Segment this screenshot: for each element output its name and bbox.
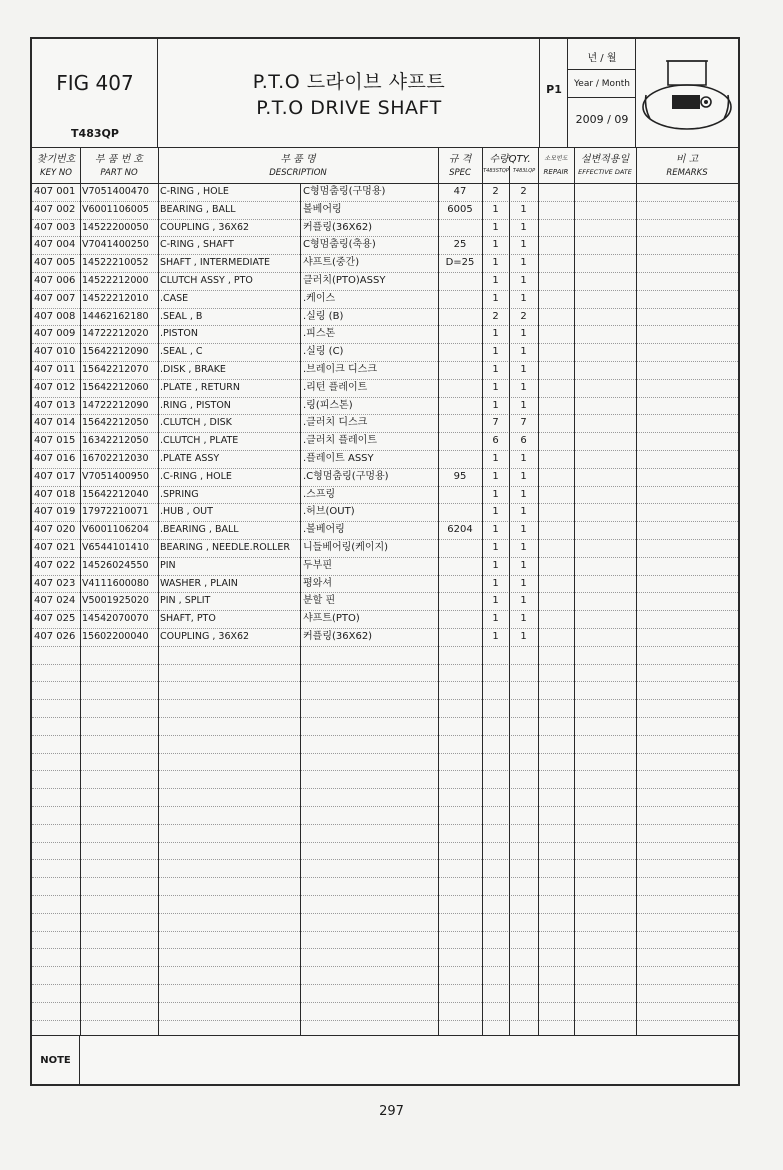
col-key-en: KEY NO [40, 168, 72, 178]
cell-q2: 1 [520, 453, 527, 464]
divider [568, 69, 636, 70]
table-row [32, 414, 738, 432]
cell-part: V7051400470 [82, 186, 149, 197]
cell-desc-ko: .스프링 [303, 488, 336, 500]
table-row [32, 432, 738, 450]
cell-key: 407 018 [34, 488, 76, 500]
cell-desc-ko: .클러치 플레이트 [303, 435, 377, 447]
cell-q2: 1 [520, 542, 527, 553]
cell-desc-en: .RING , PISTON [160, 399, 231, 411]
cell-desc-ko: .브레이크 디스크 [303, 364, 377, 375]
fig-cell [32, 39, 158, 147]
cell-key: 407 023 [34, 577, 76, 589]
cell-q2: 1 [520, 470, 527, 482]
cell-key: 407 011 [34, 364, 76, 375]
row-divider [32, 646, 738, 647]
cell-q1: 1 [492, 613, 499, 625]
cell-key: 407 008 [34, 310, 76, 322]
cell-desc-en: BEARING , NEEDLE.ROLLER [160, 542, 290, 553]
cell-key: 407 009 [34, 328, 76, 340]
cell-part: V6001106005 [82, 203, 149, 215]
cell-q2: 1 [520, 595, 527, 607]
cell-q1: 1 [492, 381, 499, 393]
year-month-cell [568, 39, 636, 147]
cell-desc-ko: 커플링(36X62) [303, 221, 373, 233]
cell-desc-ko: .클러치 디스크 [303, 417, 368, 429]
cell-key: 407 003 [34, 221, 76, 233]
cell-q2: 1 [520, 257, 527, 269]
row-divider [32, 984, 738, 985]
cell-q2: 1 [520, 275, 527, 286]
cell-part: 14462162180 [82, 310, 149, 322]
cell-desc-ko: 샤프트(PTO) [303, 613, 360, 625]
cell-desc-ko: 커플링(36X62) [303, 631, 373, 642]
cell-q1: 1 [492, 399, 499, 411]
cell-key: 407 015 [34, 435, 76, 447]
cell-desc-en: CLUTCH ASSY , PTO [160, 275, 253, 286]
cell-desc-ko: .실링 (C) [303, 346, 344, 358]
cell-key: 407 019 [34, 506, 76, 518]
cell-q1: 7 [492, 417, 499, 429]
table-row [32, 236, 738, 254]
cell-q1: 1 [492, 559, 499, 571]
col-qty-sub2: T483LQP [512, 168, 536, 174]
table-row [32, 397, 738, 415]
sheet-header [32, 39, 738, 148]
cell-part: V7051400950 [82, 470, 149, 482]
cell-part: V5001925020 [82, 595, 149, 607]
column-header-row [32, 147, 738, 184]
cell-key: 407 004 [34, 239, 76, 251]
cell-q2: 1 [520, 631, 527, 642]
table-row [32, 486, 738, 504]
row-divider [32, 699, 738, 700]
cell-desc-en: C-RING , SHAFT [160, 239, 234, 251]
cell-part: 15642212060 [82, 381, 149, 393]
cell-desc-ko: C형멈춤링(축용) [303, 239, 376, 251]
cell-key: 407 010 [34, 346, 76, 358]
row-divider [32, 788, 738, 789]
row-divider [32, 806, 738, 807]
row-divider [32, 913, 738, 914]
cell-spec: 6005 [447, 203, 473, 215]
cell-q1: 1 [492, 292, 499, 304]
cell-part: 17972210071 [82, 506, 149, 518]
cell-key: 407 007 [34, 292, 76, 304]
cell-q1: 1 [492, 346, 499, 358]
cell-desc-ko: 두부핀 [303, 559, 332, 571]
table-row [32, 503, 738, 521]
cell-desc-en: .SEAL , B [160, 310, 203, 322]
col-desc-en: DESCRIPTION [269, 168, 327, 178]
tractor-icon [636, 39, 738, 147]
cell-q1: 1 [492, 239, 499, 251]
table-row [32, 290, 738, 308]
cell-key: 407 024 [34, 595, 76, 607]
table-row [32, 521, 738, 539]
cell-q2: 6 [520, 435, 527, 447]
cell-q1: 1 [492, 631, 499, 642]
col-key-ko: 찾기번호 [36, 154, 76, 165]
table-row [32, 592, 738, 610]
col-repair-ko: 소모빈도 [544, 155, 568, 162]
cell-q1: 2 [492, 186, 499, 197]
col-desc-ko: 부 품 명 [280, 154, 316, 165]
cell-desc-ko: 평와셔 [303, 577, 332, 589]
cell-desc-en: COUPLING , 36X62 [160, 631, 250, 642]
cell-key: 407 012 [34, 381, 76, 393]
cell-q2: 1 [520, 381, 527, 393]
cell-part: 16702212030 [82, 453, 149, 464]
col-part-ko: 부 품 번 호 [94, 154, 144, 165]
col-description [158, 147, 438, 183]
cell-q2: 1 [520, 221, 527, 233]
page-code-cell [540, 39, 568, 147]
cell-desc-en: PIN , SPLIT [160, 595, 211, 607]
cell-spec: 25 [453, 239, 467, 251]
cell-desc-ko: 볼베어링 [303, 203, 342, 215]
table-row [32, 379, 738, 397]
cell-desc-ko: 니들베어링(케이지) [303, 542, 389, 553]
title-english: P.T.O DRIVE SHAFT [256, 97, 442, 119]
year-month-korean: 년 / 월 [587, 53, 617, 64]
cell-q1: 1 [492, 595, 499, 607]
cell-desc-ko: .허브(OUT) [303, 506, 355, 518]
table-row [32, 183, 738, 201]
cell-q2: 1 [520, 577, 527, 589]
cell-desc-ko: .리턴 플레이트 [303, 381, 368, 393]
cell-q2: 7 [520, 417, 527, 429]
cell-q1: 1 [492, 364, 499, 375]
cell-q1: 1 [492, 470, 499, 482]
cell-q2: 1 [520, 346, 527, 358]
cell-part: 16342212050 [82, 435, 149, 447]
note-label: NOTE [32, 1036, 80, 1085]
table-row [32, 539, 738, 557]
cell-key: 407 017 [34, 470, 76, 482]
cell-q2: 2 [520, 186, 527, 197]
cell-desc-en: .DISK , BRAKE [160, 364, 226, 375]
cell-part: 14526024550 [82, 559, 149, 571]
col-repair-en: REPAIR [543, 168, 569, 176]
cell-q1: 1 [492, 257, 499, 269]
cell-desc-en: .CLUTCH , PLATE [160, 435, 239, 447]
row-divider [32, 948, 738, 949]
col-spec-ko: 규 격 [448, 154, 472, 165]
row-divider [32, 717, 738, 718]
cell-part: 14542070070 [82, 613, 149, 625]
cell-q1: 1 [492, 488, 499, 500]
row-divider [32, 842, 738, 843]
cell-desc-ko: 샤프트(중간) [303, 257, 360, 269]
cell-key: 407 026 [34, 631, 76, 642]
row-divider [32, 681, 738, 682]
table-row [32, 361, 738, 379]
table-row [32, 557, 738, 575]
cell-key: 407 020 [34, 524, 76, 536]
table-row [32, 628, 738, 646]
cell-part: 15642212040 [82, 488, 149, 500]
cell-desc-ko: .실링 (B) [303, 310, 344, 322]
cell-desc-ko: .C형멈춤링(구멍용) [303, 470, 389, 482]
row-divider [32, 877, 738, 878]
cell-part: V6544101410 [82, 542, 149, 553]
cell-desc-en: SHAFT , INTERMEDIATE [160, 257, 271, 269]
cell-q2: 2 [520, 310, 527, 322]
cell-desc-ko: .플레이트 ASSY [303, 453, 374, 464]
cell-spec: 47 [453, 186, 467, 197]
cell-part: V7041400250 [82, 239, 149, 251]
cell-desc-en: .PLATE ASSY [160, 453, 220, 464]
cell-q2: 1 [520, 559, 527, 571]
table-row [32, 450, 738, 468]
col-qty-ko: 수량QTY. [489, 154, 531, 165]
col-part [80, 147, 158, 183]
col-qty-sub1: T483STQP [483, 168, 509, 174]
table-row [32, 254, 738, 272]
cell-key: 407 014 [34, 417, 76, 429]
col-eff-ko: 설변적용일 [580, 154, 630, 165]
fig-number: FIG 407 [56, 71, 134, 95]
row-divider [32, 753, 738, 754]
parts-sheet [30, 37, 740, 1086]
row-divider [32, 735, 738, 736]
cell-q1: 1 [492, 328, 499, 340]
cell-q2: 1 [520, 488, 527, 500]
cell-q2: 1 [520, 328, 527, 340]
cell-q2: 1 [520, 239, 527, 251]
cell-q1: 1 [492, 221, 499, 233]
cell-desc-en: .PISTON [160, 328, 198, 340]
col-spec [438, 147, 482, 183]
cell-key: 407 005 [34, 257, 76, 269]
table-row [32, 610, 738, 628]
cell-key: 407 021 [34, 542, 76, 553]
col-eff-en: EFFECTIVE DATE [578, 168, 632, 176]
cell-part: 15642212050 [82, 417, 149, 429]
row-divider [32, 770, 738, 771]
cell-q1: 1 [492, 577, 499, 589]
cell-desc-ko: .케이스 [303, 292, 336, 304]
cell-q2: 1 [520, 399, 527, 411]
cell-q1: 2 [492, 310, 499, 322]
table-row [32, 308, 738, 326]
table-row [32, 325, 738, 343]
fig-code: T483QP [71, 127, 119, 140]
cell-part: V4111600080 [82, 577, 149, 589]
table-row [32, 575, 738, 593]
cell-spec: 6204 [447, 524, 473, 536]
cell-desc-en: WASHER , PLAIN [160, 577, 238, 589]
table-row [32, 201, 738, 219]
cell-q1: 6 [492, 435, 499, 447]
cell-q1: 1 [492, 524, 499, 536]
row-divider [32, 859, 738, 860]
cell-key: 407 006 [34, 275, 76, 286]
page-number: 297 [379, 1104, 404, 1119]
cell-q2: 1 [520, 613, 527, 625]
col-rem-en: REMARKS [666, 168, 708, 178]
cell-desc-ko: .링(피스톤) [303, 399, 353, 411]
row-divider [32, 1020, 738, 1021]
title-korean: P.T.O 드라이브 샤프트 [252, 71, 446, 93]
cell-desc-en: SHAFT, PTO [160, 613, 216, 625]
cell-key: 407 001 [34, 186, 76, 197]
cell-part: 15642212070 [82, 364, 149, 375]
cell-part: 15642212090 [82, 346, 149, 358]
cell-desc-en: .BEARING , BALL [160, 524, 239, 536]
cell-key: 407 025 [34, 613, 76, 625]
col-key [32, 147, 80, 183]
cell-q2: 1 [520, 524, 527, 536]
cell-q1: 1 [492, 506, 499, 518]
cell-desc-ko: .피스톤 [303, 328, 336, 340]
row-divider [32, 824, 738, 825]
cell-part: 14722212090 [82, 399, 149, 411]
col-qty [482, 147, 538, 183]
cell-part: V6001106204 [82, 524, 149, 536]
col-rem-ko: 비 고 [675, 154, 699, 165]
cell-spec: 95 [453, 470, 467, 482]
row-divider [32, 664, 738, 665]
cell-desc-en: .SEAL , C [160, 346, 203, 358]
cell-part: 14522212000 [82, 275, 149, 286]
cell-desc-ko: 클러치(PTO)ASSY [303, 275, 386, 286]
cell-desc-en: C-RING , HOLE [160, 186, 229, 197]
issue-date: 2009 / 09 [575, 113, 629, 126]
cell-desc-ko: .볼베어링 [303, 524, 345, 536]
cell-part: 14722212020 [82, 328, 149, 340]
page-code: P1 [546, 83, 562, 96]
year-month-english: Year / Month [573, 79, 631, 89]
cell-q1: 1 [492, 203, 499, 215]
table-row [32, 343, 738, 361]
col-repair [538, 147, 574, 183]
cell-q1: 1 [492, 453, 499, 464]
row-divider [32, 1002, 738, 1003]
col-spec-en: SPEC [449, 168, 471, 178]
cell-desc-en: .SPRING [160, 488, 199, 500]
cell-desc-en: .CLUTCH , DISK [160, 417, 232, 429]
cell-part: 14522210052 [82, 257, 149, 269]
row-divider [32, 966, 738, 967]
cell-q2: 1 [520, 203, 527, 215]
cell-key: 407 016 [34, 453, 76, 464]
cell-desc-en: .C-RING , HOLE [160, 470, 232, 482]
cell-desc-en: COUPLING , 36X62 [160, 221, 250, 233]
col-remarks [636, 147, 738, 183]
cell-key: 407 013 [34, 399, 76, 411]
cell-part: 14522212010 [82, 292, 149, 304]
cell-desc-en: PIN [160, 559, 176, 571]
cell-q2: 1 [520, 364, 527, 375]
cell-part: 14522200050 [82, 221, 149, 233]
divider [568, 97, 636, 98]
table-row [32, 219, 738, 237]
cell-desc-en: .PLATE , RETURN [160, 381, 240, 393]
title-cell [158, 39, 540, 147]
cell-q1: 1 [492, 275, 499, 286]
cell-spec: D=25 [445, 257, 475, 269]
note-section [32, 1035, 738, 1085]
cell-part: 15602200040 [82, 631, 149, 642]
table-row [32, 272, 738, 290]
cell-key: 407 002 [34, 203, 76, 215]
col-part-en: PART NO [100, 168, 138, 178]
cell-desc-en: BEARING , BALL [160, 203, 236, 215]
cell-q2: 1 [520, 506, 527, 518]
cell-q2: 1 [520, 292, 527, 304]
table-row [32, 468, 738, 486]
cell-q1: 1 [492, 542, 499, 553]
row-divider [32, 895, 738, 896]
tractor-picture-cell [636, 39, 738, 147]
cell-desc-ko: 분할 핀 [303, 595, 336, 607]
cell-desc-en: .CASE [160, 292, 189, 304]
row-divider [32, 931, 738, 932]
cell-key: 407 022 [34, 559, 76, 571]
col-effective-date [574, 147, 636, 183]
cell-desc-ko: C형멈춤링(구멍용) [303, 186, 386, 197]
cell-desc-en: .HUB , OUT [160, 506, 213, 518]
